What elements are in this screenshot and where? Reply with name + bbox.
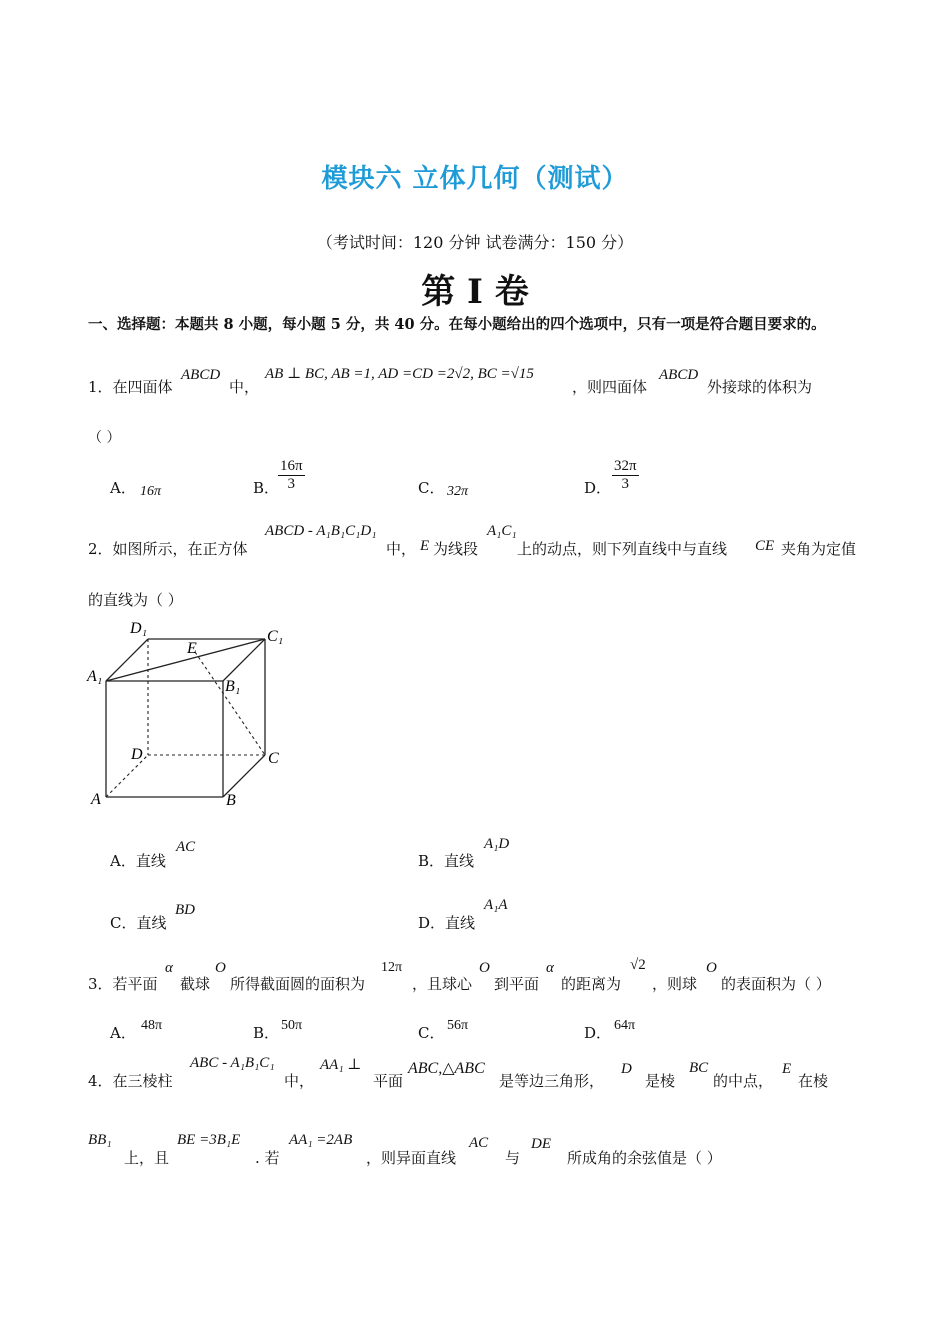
fraction-denominator: 3 xyxy=(287,476,296,492)
q4-text: 平面 xyxy=(373,1072,404,1090)
q2-text: 中， xyxy=(386,540,417,558)
q4-text: 是棱 xyxy=(645,1072,676,1090)
segment-a1c1 xyxy=(106,639,265,681)
option-d: A₁A xyxy=(484,897,508,913)
q4-math: BC xyxy=(689,1060,709,1076)
option-c: BD xyxy=(175,902,195,918)
q4-math: AA₁ ⊥ xyxy=(320,1057,362,1073)
q4-text: 与 xyxy=(505,1149,521,1167)
label-a: A xyxy=(91,791,101,808)
q1-math: ABCD xyxy=(659,367,699,383)
q1-math: ABCD xyxy=(181,367,221,383)
q3-text: 的表面积为（ ） xyxy=(721,975,831,993)
fraction-denominator: 3 xyxy=(621,476,630,492)
q4-math: ABC - A₁B₁C₁ xyxy=(190,1055,275,1071)
option-a: 48π xyxy=(141,1018,163,1033)
q3-text: 3．若平面 xyxy=(88,975,158,993)
q4-text: 中， xyxy=(284,1072,315,1090)
option-a: 16π xyxy=(140,484,162,499)
label-c: C xyxy=(268,750,279,767)
option-b xyxy=(278,458,305,493)
q3-math: α xyxy=(165,960,173,976)
edge-a1d1 xyxy=(106,639,148,681)
option-d xyxy=(612,458,639,493)
q4-text: 所成角的余弦值是（ ） xyxy=(567,1149,722,1167)
option-d-label: D．直线 xyxy=(418,914,476,932)
q2-text: 2．如图所示，在正方体 xyxy=(88,540,248,558)
q3-math: O xyxy=(706,960,717,976)
cube-figure xyxy=(85,615,295,815)
q3-math: O xyxy=(479,960,490,976)
edge-bc xyxy=(223,755,265,797)
option-b-label: B．直线 xyxy=(418,852,475,870)
option-a: AC xyxy=(176,839,196,855)
q2-math: E xyxy=(420,538,430,554)
option-c-label: C．直线 xyxy=(110,914,167,932)
page-title: 模块六 立体几何（测试） xyxy=(321,164,629,194)
q2-math: A₁C₁ xyxy=(487,523,517,539)
q2-text: 夹角为定值 xyxy=(781,540,857,558)
q2-math: CE xyxy=(755,538,775,554)
q3-text: 到平面 xyxy=(494,975,540,993)
option-b: A₁D xyxy=(484,836,510,852)
q1-text: 中， xyxy=(229,378,260,396)
segment-ce-hidden xyxy=(195,652,265,755)
section-heading: 一、选择题：本题共 8 小题，每小题 5 分，共 40 分。在每小题给出的四个选项中，只有一项是符合题目要求的。 xyxy=(88,316,826,333)
option-b-label: B． xyxy=(253,1024,280,1042)
option-a-label: A． xyxy=(110,479,136,497)
label-c1: C₁ xyxy=(267,628,284,645)
option-b: 50π xyxy=(281,1018,303,1033)
q4-text: 是等边三角形， xyxy=(499,1072,605,1090)
q1-text: 1．在四面体 xyxy=(88,378,173,396)
q4-math: D xyxy=(621,1061,632,1077)
option-a-label: A．直线 xyxy=(110,852,166,870)
volume-heading: 第 I 卷 xyxy=(421,272,529,312)
q2-math: ABCD - A₁B₁C₁D₁ xyxy=(265,523,377,539)
q3-text: 的距离为 xyxy=(561,975,622,993)
q3-text: ，则球 xyxy=(652,975,698,993)
q4-math: DE xyxy=(531,1136,551,1152)
q3-text: ，且球心 xyxy=(412,975,473,993)
q2-text: 上的动点，则下列直线中与直线 xyxy=(517,540,728,558)
q4-math: AC xyxy=(469,1135,489,1151)
fraction-numerator: 16π xyxy=(280,458,303,474)
q1-condition: AB ⊥ BC, AB =1, AD =CD =2√2, BC =√15 xyxy=(265,366,534,382)
q3-math: α xyxy=(546,960,554,976)
q4-math: AA₁ =2AB xyxy=(289,1132,353,1148)
q4-math: BB₁ xyxy=(88,1132,112,1148)
option-c: 32π xyxy=(447,484,469,499)
q3-text: 所得截面圆的面积为 xyxy=(230,975,366,993)
q3-math: √2 xyxy=(630,957,646,973)
label-b: B xyxy=(226,792,236,809)
q4-text: ，则异面直线 xyxy=(366,1149,457,1167)
q3-text: 截球 xyxy=(180,975,211,993)
label-d: D xyxy=(131,746,143,763)
q1-text: 外接球的体积为 xyxy=(707,378,813,396)
option-d-label: D． xyxy=(584,479,612,497)
q4-math: BE =3B₁E xyxy=(177,1132,241,1148)
q4-text: 4．在三棱柱 xyxy=(88,1072,173,1090)
label-e: E xyxy=(187,640,197,657)
option-c-label: C． xyxy=(418,1024,445,1042)
q4-text: . 若 xyxy=(255,1149,280,1167)
q2-text: 的直线为（ ） xyxy=(88,591,183,609)
label-a1: A₁ xyxy=(87,668,103,685)
option-b-label: B． xyxy=(253,479,280,497)
option-c: 56π xyxy=(447,1018,469,1033)
q4-text: 上，且 xyxy=(124,1149,170,1167)
q3-math: O xyxy=(215,960,226,976)
label-d1: D₁ xyxy=(130,620,148,637)
option-c-label: C． xyxy=(418,479,445,497)
option-d: 64π xyxy=(614,1018,636,1033)
answer-paren: （ ） xyxy=(88,430,121,446)
q3-math: 12π xyxy=(381,960,403,975)
label-b1: B₁ xyxy=(225,678,241,695)
q4-text: 在棱 xyxy=(798,1072,829,1090)
option-d-label: D． xyxy=(584,1024,612,1042)
q1-text: ，则四面体 xyxy=(572,378,648,396)
q4-math: E xyxy=(782,1061,792,1077)
option-a-label: A． xyxy=(110,1024,136,1042)
edge-b1c1 xyxy=(223,639,265,681)
q4-text: 的中点， xyxy=(713,1072,774,1090)
fraction-numerator: 32π xyxy=(614,458,637,474)
q4-math: ABC,△ABC xyxy=(408,1060,485,1077)
exam-info: （考试时间：120 分钟 试卷满分：150 分） xyxy=(316,233,634,252)
q2-text: 为线段 xyxy=(433,540,479,558)
